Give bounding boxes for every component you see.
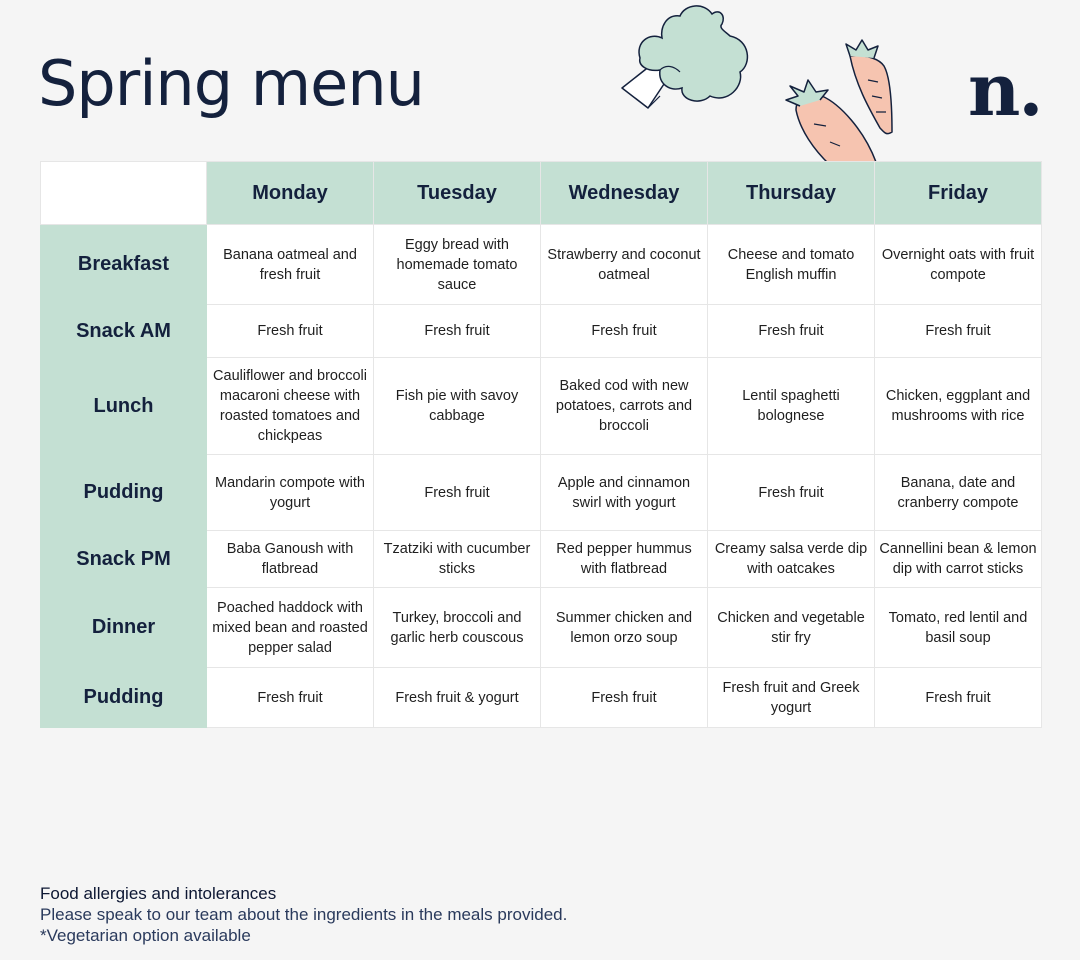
corner-cell	[41, 162, 207, 225]
menu-cell: Cannellini bean & lemon dip with carrot sticks	[875, 531, 1042, 588]
day-header: Friday	[875, 162, 1042, 225]
menu-cell: Tomato, red lentil and basil soup	[875, 588, 1042, 668]
menu-table	[40, 161, 1042, 728]
meal-label: Dinner	[41, 588, 207, 668]
meal-label: Snack AM	[41, 305, 207, 358]
menu-cell: Mandarin compote with yogurt	[207, 455, 374, 531]
meal-label: Lunch	[41, 358, 207, 455]
day-header: Monday	[207, 162, 374, 225]
menu-cell: Fresh fruit	[875, 305, 1042, 358]
table-row	[41, 455, 1042, 531]
menu-cell: Summer chicken and lemon orzo soup	[541, 588, 708, 668]
menu-cell: Overnight oats with fruit compote	[875, 225, 1042, 305]
menu-cell: Banana oatmeal and fresh fruit	[207, 225, 374, 305]
menu-cell: Fresh fruit	[875, 668, 1042, 728]
allergy-notice-title: Food allergies and intolerances	[40, 884, 277, 903]
meal-label: Snack PM	[41, 531, 207, 588]
menu-cell: Fresh fruit and Greek yogurt	[708, 668, 875, 728]
brand-logo: n.	[968, 47, 1042, 132]
allergy-notice	[40, 883, 567, 946]
menu-cell: Chicken and vegetable stir fry	[708, 588, 875, 668]
menu-cell: Cauliflower and broccoli macaroni cheese with roasted tomatoes and chickpeas	[207, 358, 374, 455]
menu-cell: Chicken, eggplant and mushrooms with rice	[875, 358, 1042, 455]
table-row	[41, 588, 1042, 668]
menu-cell: Strawberry and coconut oatmeal	[541, 225, 708, 305]
menu-cell: Banana, date and cranberry compote	[875, 455, 1042, 531]
menu-cell: Fresh fruit	[374, 455, 541, 531]
menu-cell: Fish pie with savoy cabbage	[374, 358, 541, 455]
table-row	[41, 531, 1042, 588]
table-row	[41, 225, 1042, 305]
meal-label: Breakfast	[41, 225, 207, 305]
menu-cell: Fresh fruit	[708, 455, 875, 531]
day-header-row	[41, 162, 1042, 225]
table-row	[41, 358, 1042, 455]
day-header: Thursday	[708, 162, 875, 225]
menu-cell: Tzatziki with cucumber sticks	[374, 531, 541, 588]
menu-cell: Fresh fruit	[541, 668, 708, 728]
menu-cell: Fresh fruit	[708, 305, 875, 358]
carrot-icon	[846, 40, 892, 134]
meal-label: Pudding	[41, 668, 207, 728]
menu-cell: Eggy bread with homemade tomato sauce	[374, 225, 541, 305]
menu-cell: Cheese and tomato English muffin	[708, 225, 875, 305]
vegetable-illustration	[600, 0, 920, 165]
menu-cell: Red pepper hummus with flatbread	[541, 531, 708, 588]
menu-cell: Fresh fruit	[374, 305, 541, 358]
broccoli-icon	[622, 6, 747, 108]
vegetarian-note: *Vegetarian option available	[40, 926, 251, 945]
menu-cell: Fresh fruit & yogurt	[374, 668, 541, 728]
table-row	[41, 305, 1042, 358]
menu-cell: Baba Ganoush with flatbread	[207, 531, 374, 588]
menu-cell: Baked cod with new potatoes, carrots and broccoli	[541, 358, 708, 455]
menu-cell: Turkey, broccoli and garlic herb couscous	[374, 588, 541, 668]
menu-cell: Fresh fruit	[541, 305, 708, 358]
menu-cell: Fresh fruit	[207, 305, 374, 358]
meal-label: Pudding	[41, 455, 207, 531]
day-header: Tuesday	[374, 162, 541, 225]
menu-cell: Apple and cinnamon swirl with yogurt	[541, 455, 708, 531]
allergy-notice-text: Please speak to our team about the ingredients in the meals provided.	[40, 905, 568, 924]
table-row	[41, 668, 1042, 728]
menu-cell: Creamy salsa verde dip with oatcakes	[708, 531, 875, 588]
menu-cell: Lentil spaghetti bolognese	[708, 358, 875, 455]
day-header: Wednesday	[541, 162, 708, 225]
menu-cell: Poached haddock with mixed bean and roasted pepper salad	[207, 588, 374, 668]
menu-cell: Fresh fruit	[207, 668, 374, 728]
page-title: Spring menu	[38, 47, 424, 120]
